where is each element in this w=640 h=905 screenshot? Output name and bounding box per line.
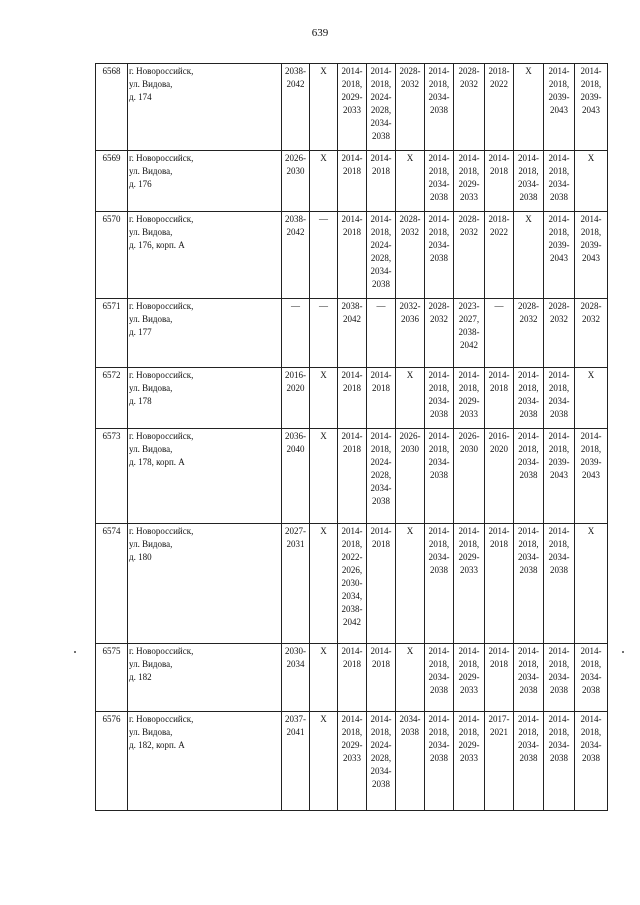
schedule-cell: 2014- 2018 — [338, 429, 367, 524]
schedule-cell: 2014- 2018, 2034- 2038 — [514, 429, 544, 524]
row-number: 6569 — [96, 151, 128, 212]
address-cell — [128, 524, 282, 644]
schedule-cell: 2014- 2018, 2029- 2033 — [338, 712, 367, 811]
schedule-cell: X — [310, 644, 338, 712]
schedule-cell: — — [310, 212, 338, 299]
address-line: ул. Видова, — [129, 539, 173, 549]
schedule-cell: 2014- 2018, 2034- 2038 — [425, 212, 454, 299]
address-cell — [128, 368, 282, 429]
schedule-cell: X — [575, 524, 608, 644]
schedule-cell: 2014- 2018, 2034- 2038 — [544, 368, 575, 429]
address-cell — [128, 429, 282, 524]
address-line: ул. Видова, — [129, 227, 173, 237]
address-line: г. Новороссийск, — [129, 214, 194, 224]
address-line: г. Новороссийск, — [129, 301, 194, 311]
schedule-cell: 2028- 2032 — [396, 212, 425, 299]
address-line: г. Новороссийск, — [129, 714, 194, 724]
table-row — [96, 712, 608, 811]
schedule-cell: 2016- 2020 — [485, 429, 514, 524]
address-line: д. 178, корп. А — [129, 457, 185, 467]
row-number: 6570 — [96, 212, 128, 299]
schedule-cell: 2018- 2022 — [485, 212, 514, 299]
row-number: 6571 — [96, 299, 128, 368]
schedule-cell: — — [310, 299, 338, 368]
page-number: 639 — [311, 27, 329, 39]
table-row — [96, 299, 608, 368]
address-cell — [128, 151, 282, 212]
schedule-cell: 2014- 2018, 2024- 2028, 2034- 2038 — [367, 212, 396, 299]
schedule-cell: X — [396, 368, 425, 429]
schedule-cell: 2037- 2041 — [282, 712, 310, 811]
schedule-cell: 2026- 2030 — [282, 151, 310, 212]
address-line: д. 182, корп. А — [129, 740, 185, 750]
schedule-cell: 2014- 2018, 2034- 2038 — [575, 644, 608, 712]
schedule-cell: 2014- 2018 — [338, 644, 367, 712]
address-line: ул. Видова, — [129, 166, 173, 176]
schedule-cell: 2014- 2018, 2034- 2038 — [544, 644, 575, 712]
schedule-cell: X — [396, 524, 425, 644]
repair-schedule-table — [95, 63, 608, 811]
row-number: 6576 — [96, 712, 128, 811]
address-line: д. 182 — [129, 672, 152, 682]
address-cell — [128, 299, 282, 368]
row-number: 6575 — [96, 644, 128, 712]
schedule-cell: 2014- 2018, 2034- 2038 — [514, 151, 544, 212]
table-row — [96, 368, 608, 429]
schedule-cell: 2014- 2018, 2034- 2038 — [544, 712, 575, 811]
table-row — [96, 64, 608, 151]
schedule-cell: — — [367, 299, 396, 368]
schedule-cell: 2028- 2032 — [454, 64, 485, 151]
schedule-cell: 2014- 2018, 2034- 2038 — [425, 524, 454, 644]
schedule-cell: 2014- 2018 — [338, 151, 367, 212]
schedule-cell: 2014- 2018, 2034- 2038 — [514, 712, 544, 811]
schedule-cell: 2014- 2018, 2029- 2033 — [454, 524, 485, 644]
scan-speck — [74, 651, 76, 653]
schedule-cell: 2014- 2018, 2034- 2038 — [425, 712, 454, 811]
table-row — [96, 644, 608, 712]
schedule-cell: 2014- 2018 — [485, 644, 514, 712]
address-line: ул. Видова, — [129, 444, 173, 454]
address-line: д. 176, корп. А — [129, 240, 185, 250]
schedule-cell: 2028- 2032 — [544, 299, 575, 368]
address-line: д. 177 — [129, 327, 152, 337]
schedule-cell: 2028- 2032 — [454, 212, 485, 299]
schedule-cell: X — [310, 429, 338, 524]
schedule-cell: 2038- 2042 — [282, 212, 310, 299]
schedule-cell: 2032- 2036 — [396, 299, 425, 368]
address-line: г. Новороссийск, — [129, 153, 194, 163]
schedule-cell: 2014- 2018, 2034- 2038 — [425, 151, 454, 212]
schedule-cell: 2014- 2018 — [338, 212, 367, 299]
address-line: ул. Видова, — [129, 383, 173, 393]
address-line: г. Новороссийск, — [129, 526, 194, 536]
schedule-cell: 2014- 2018, 2029- 2033 — [454, 151, 485, 212]
schedule-cell: 2016- 2020 — [282, 368, 310, 429]
schedule-cell: 2014- 2018, 2039- 2043 — [575, 212, 608, 299]
schedule-cell: 2014- 2018 — [367, 151, 396, 212]
table-row — [96, 151, 608, 212]
row-number: 6573 — [96, 429, 128, 524]
address-line: г. Новороссийск, — [129, 66, 194, 76]
address-line: ул. Видова, — [129, 727, 173, 737]
schedule-cell: 2014- 2018, 2039- 2043 — [575, 429, 608, 524]
row-number: 6568 — [96, 64, 128, 151]
schedule-cell: 2014- 2018, 2034- 2038 — [514, 524, 544, 644]
schedule-cell: 2028- 2032 — [425, 299, 454, 368]
schedule-cell: 2014- 2018 — [367, 524, 396, 644]
schedule-cell: 2014- 2018 — [338, 368, 367, 429]
schedule-cell: 2027- 2031 — [282, 524, 310, 644]
row-number: 6572 — [96, 368, 128, 429]
address-line: ул. Видова, — [129, 79, 173, 89]
schedule-cell: 2014- 2018, 2024- 2028, 2034- 2038 — [367, 712, 396, 811]
schedule-cell: 2038- 2042 — [338, 299, 367, 368]
address-line: ул. Видова, — [129, 314, 173, 324]
address-cell — [128, 712, 282, 811]
schedule-cell: 2018- 2022 — [485, 64, 514, 151]
schedule-cell: 2014- 2018 — [485, 368, 514, 429]
schedule-cell: 2014- 2018, 2029- 2033 — [454, 368, 485, 429]
schedule-cell: 2014- 2018, 2034- 2038 — [425, 644, 454, 712]
schedule-cell: 2014- 2018, 2034- 2038 — [425, 64, 454, 151]
address-line: ул. Видова, — [129, 659, 173, 669]
schedule-cell: 2014- 2018, 2024- 2028, 2034- 2038 — [367, 429, 396, 524]
schedule-cell: X — [310, 712, 338, 811]
schedule-cell: 2036- 2040 — [282, 429, 310, 524]
schedule-cell: 2017- 2021 — [485, 712, 514, 811]
schedule-cell: X — [310, 368, 338, 429]
schedule-cell: 2014- 2018, 2024- 2028, 2034- 2038 — [367, 64, 396, 151]
schedule-cell: X — [514, 212, 544, 299]
schedule-cell: 2014- 2018, 2034- 2038 — [425, 368, 454, 429]
schedule-cell: 2014- 2018 — [367, 644, 396, 712]
schedule-cell: 2014- 2018, 2034- 2038 — [514, 368, 544, 429]
schedule-cell: 2014- 2018 — [485, 151, 514, 212]
schedule-cell: 2034- 2038 — [396, 712, 425, 811]
schedule-cell: 2014- 2018, 2034- 2038 — [544, 151, 575, 212]
address-line: г. Новороссийск, — [129, 646, 194, 656]
schedule-cell: X — [310, 151, 338, 212]
schedule-cell: 2014- 2018, 2039- 2043 — [544, 64, 575, 151]
schedule-cell: 2026- 2030 — [454, 429, 485, 524]
table-row — [96, 429, 608, 524]
schedule-cell: 2014- 2018, 2039- 2043 — [575, 64, 608, 151]
schedule-cell: 2014- 2018 — [367, 368, 396, 429]
schedule-cell: X — [396, 151, 425, 212]
schedule-cell: 2026- 2030 — [396, 429, 425, 524]
schedule-cell: X — [310, 64, 338, 151]
schedule-cell: 2014- 2018, 2029- 2033 — [454, 644, 485, 712]
schedule-cell: 2038- 2042 — [282, 64, 310, 151]
schedule-cell: 2014- 2018 — [485, 524, 514, 644]
schedule-cell: 2023- 2027, 2038- 2042 — [454, 299, 485, 368]
address-cell — [128, 64, 282, 151]
schedule-cell: 2014- 2018, 2034- 2038 — [514, 644, 544, 712]
schedule-cell: 2028- 2032 — [575, 299, 608, 368]
schedule-cell: X — [514, 64, 544, 151]
address-line: д. 180 — [129, 552, 152, 562]
schedule-cell: 2028- 2032 — [396, 64, 425, 151]
address-cell — [128, 212, 282, 299]
schedule-cell: X — [575, 368, 608, 429]
schedule-cell: 2014- 2018, 2039- 2043 — [544, 429, 575, 524]
schedule-cell: 2028- 2032 — [514, 299, 544, 368]
schedule-cell: 2014- 2018, 2029- 2033 — [338, 64, 367, 151]
address-line: г. Новороссийск, — [129, 370, 194, 380]
schedule-cell: 2014- 2018, 2034- 2038 — [425, 429, 454, 524]
schedule-cell: X — [396, 644, 425, 712]
schedule-cell: 2030- 2034 — [282, 644, 310, 712]
address-line: д. 174 — [129, 92, 152, 102]
schedule-cell: 2014- 2018, 2029- 2033 — [454, 712, 485, 811]
schedule-cell: 2014- 2018, 2039- 2043 — [544, 212, 575, 299]
schedule-cell: 2014- 2018, 2034- 2038 — [544, 524, 575, 644]
table-row — [96, 212, 608, 299]
schedule-cell: — — [282, 299, 310, 368]
address-line: д. 176 — [129, 179, 152, 189]
address-line: д. 178 — [129, 396, 152, 406]
scan-speck — [622, 651, 624, 653]
table-row — [96, 524, 608, 644]
schedule-cell: X — [310, 524, 338, 644]
schedule-cell: 2014- 2018, 2022- 2026, 2030- 2034, 2038- 2042 — [338, 524, 367, 644]
address-cell — [128, 644, 282, 712]
schedule-cell: 2014- 2018, 2034- 2038 — [575, 712, 608, 811]
schedule-cell: — — [485, 299, 514, 368]
row-number: 6574 — [96, 524, 128, 644]
address-line: г. Новороссийск, — [129, 431, 194, 441]
schedule-cell: X — [575, 151, 608, 212]
